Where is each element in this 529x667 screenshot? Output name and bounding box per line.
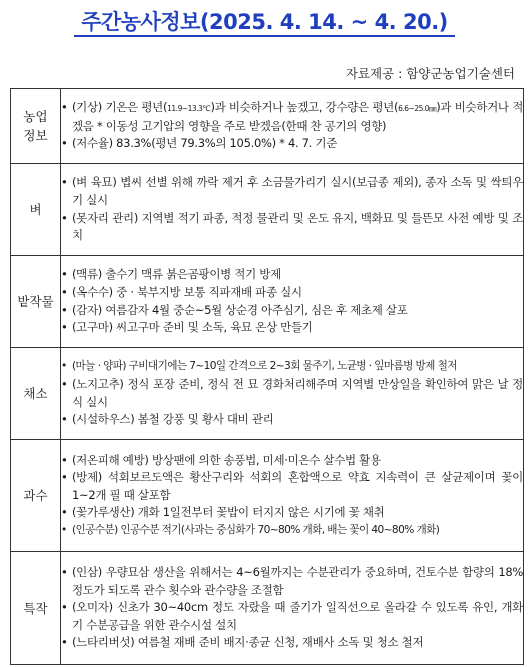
list-item [61, 266, 523, 284]
section-content [61, 89, 524, 164]
section-category [11, 256, 61, 348]
item-text: (마늘 · 양파) 구비대기에는 7~10일 간격으로 2~3회 물주기, 노균병 · 잎마름병 방제 철저 [72, 360, 457, 373]
page-title: 주간농사정보(2025. 4. 14. ~ 4. 20.) [81, 10, 448, 34]
list-item [61, 522, 523, 540]
list-item [61, 319, 523, 337]
category-label: 정보 [23, 128, 48, 143]
item-text: (인공수분) 인공수분 적기(사과는 중심화가 70~80% 개화, 배는 꽃이 40~80% 개화) [72, 523, 440, 536]
section-content [61, 440, 524, 552]
list-item [61, 411, 523, 429]
item-text: (인삼) 우량묘삼 생산을 위해서는 4~6월까지는 수분관리가 중요하며, 건토수분 함량의 18% 정도가 되도록 관수 횟수와 관수량을 조절함 [72, 565, 523, 597]
info-list [61, 266, 523, 336]
item-text: (시설하우스) 봄철 강풍 및 황사 대비 관리 [72, 412, 274, 427]
item-text: (꽃가루생산) 개화 1일전부터 꽃밥이 터지지 않은 시기에 꽃 채취 [72, 505, 385, 520]
section-row [11, 440, 524, 552]
section-content [61, 552, 524, 665]
item-text: (못자리 관리) 지역별 적기 파종, 적정 물관리 및 온도 유지, 백화묘 및 들뜬모 사전 예방 및 조치 [72, 210, 523, 243]
list-item [61, 376, 523, 411]
list-item [61, 174, 523, 209]
section-content [61, 256, 524, 348]
farm-info-table [10, 88, 524, 665]
item-text: (감자) 여름감자 4월 중순~5월 상순경 아주심기, 심은 후 제초제 살포 [72, 302, 408, 317]
section-content [61, 164, 524, 256]
info-list [61, 174, 523, 244]
item-text: (느타리버섯) 여름철 재배 준비 배지·종균 신청, 재배사 소독 및 청소 철저 [72, 635, 424, 650]
list-item [61, 135, 523, 153]
list-item [61, 634, 523, 652]
title-underline [74, 35, 455, 37]
category-label: 채소 [23, 386, 48, 401]
section-category [11, 440, 61, 552]
item-text: (벼 육묘) 볍씨 선별 위해 까락 제거 후 소금물가리기 실시(보급종 제외), 종자 소독 및 싹틔우기 실시 [72, 175, 523, 207]
list-item [61, 564, 523, 599]
item-range-text: 6.6~25.0㎜ [398, 104, 437, 114]
item-text: )과 비슷하거나 적겠음 * 이동성 고기압의 영향을 주로 받겠음(한때 찬 공기의 영향) [72, 100, 524, 133]
item-text: (노지고추) 정식 포장 준비, 정식 전 묘 경화처리해주며 지역별 만상일을 확인하여 맑은 날 정식 실시 [72, 376, 523, 409]
item-text: (고구마) 씨고구마 준비 및 소독, 육묘 온상 만들기 [72, 320, 313, 335]
info-list [61, 564, 523, 652]
section-category [11, 164, 61, 256]
item-text: (옥수수) 중 · 북부지방 보통 직파재배 파종 실시 [72, 284, 302, 299]
list-item [61, 210, 523, 245]
section-category [11, 89, 61, 164]
list-item [61, 599, 523, 634]
category-label: 농업 [23, 109, 48, 124]
list-item [61, 358, 523, 376]
source-credit: 자료제공 : 함양군농업기술센터 [345, 66, 515, 81]
list-item [61, 452, 523, 470]
info-list [61, 358, 523, 428]
item-text: (저온피해 예방) 방상팬에 의한 송풍법, 미세·미온수 살수법 활용 [72, 452, 381, 467]
item-text: (저수율) 83.3%(평년 79.3%의 105.0%) * 4. 7. 기준 [72, 136, 338, 151]
section-row [11, 256, 524, 348]
list-item [61, 469, 523, 504]
item-text: (방제) 석회보르도액은 황산구리와 석회의 혼합액으로 약효 지속력이 큰 살균제이며 꽃이 1~2개 필 때 살포함 [72, 470, 523, 502]
item-text: (맥류) 출수기 맥류 붉은곰팡이병 적기 방제 [72, 267, 281, 282]
section-row [11, 348, 524, 440]
section-row [11, 552, 524, 665]
category-label: 벼 [29, 202, 42, 217]
item-range-text: 11.9~13.3℃ [167, 104, 211, 114]
section-category [11, 348, 61, 440]
info-list [61, 452, 523, 540]
list-item [61, 504, 523, 522]
section-row [11, 164, 524, 256]
item-text: (기상) 기온은 평년( [72, 100, 168, 115]
category-label: 과수 [23, 488, 48, 503]
item-text: (오미자) 신초가 30~40cm 정도 자랐을 때 줄기가 일직선으로 올라갈 수 있도록 유인, 개화기 수분공급을 위한 관수시설 설치 [72, 600, 523, 632]
section-category [11, 552, 61, 665]
info-list [61, 99, 523, 153]
section-content [61, 348, 524, 440]
list-item [61, 99, 523, 135]
category-label: 밭작물 [17, 294, 54, 309]
item-text: )과 비슷하거나 높겠고, 강수량은 평년( [210, 100, 399, 115]
section-row [11, 89, 524, 164]
list-item [61, 302, 523, 320]
category-label: 특작 [23, 600, 48, 616]
list-item [61, 284, 523, 302]
